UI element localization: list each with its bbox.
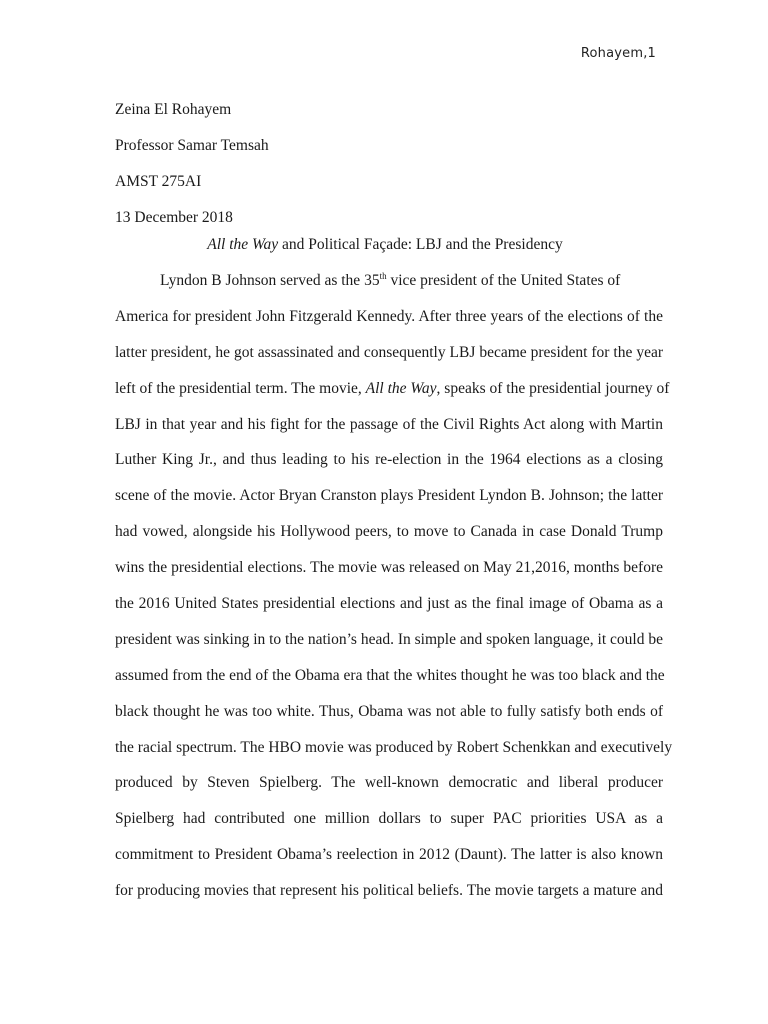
body-line: scene of the movie. Actor Bryan Cranston plays President Lyndon B. Johnson; the latter [115,487,663,505]
movie-title-italic: All the Way [365,379,437,397]
body-line: president was sinking in to the nation’s head. In simple and spoken language, it could be [115,630,663,648]
body-line: wins the presidential elections. The movie was released on May 21,2016, months before [115,559,663,577]
ordinal-superscript: th [379,271,387,281]
mla-header [115,92,655,236]
body-line: Luther King Jr., and thus leading to his re-election in the 1964 elections as a closing [115,451,663,469]
body-line-text: Lyndon B Johnson served as the 35 [160,272,380,289]
running-head: Rohayem,1 [580,46,656,61]
body-line: black thought he was too white. Thus, Obama was not able to fully satisfy both ends of [115,702,663,720]
essay-title-italic: All the Way [207,236,279,253]
body-line: latter president, he got assassinated and consequently LBJ became president for the year [115,343,663,361]
body-line-text: vice president of the United States of [386,272,621,289]
body-line: LBJ in that year and his fight for the passage of the Civil Rights Act along with Martin [115,415,663,433]
body-line [115,371,670,407]
body-line-text: , speaks of the presidential journey of [436,379,670,397]
body-line: America for president John Fitzgerald Kennedy. After three years of the elections of the [115,307,663,325]
body-line: produced by Steven Spielberg. The well-known democratic and liberal producer [115,774,663,792]
professor-name: Professor Samar Temsah [115,137,269,154]
body-line: commitment to President Obama’s reelection in 2012 (Daunt). The latter is also known [115,846,663,864]
body-line: for producing movies that represent his political beliefs. The movie targets a mature and [115,882,663,900]
body-line: assumed from the end of the Obama era that the whites thought he was too black and the [115,666,665,684]
author-name: Zeina El Rohayem [115,101,232,118]
body-line: Spielberg had contributed one million dollars to super PAC priorities USA as a [115,810,663,828]
essay-date: 13 December 2018 [115,209,233,226]
body-line: the racial spectrum. The HBO movie was produced by Robert Schenkkan and executively [115,738,673,756]
body-line-text: left of the presidential term. The movie, [115,379,366,397]
body-line [115,263,663,299]
essay-title-rest: and Political Façade: LBJ and the Presidency [278,236,563,253]
body-line: the 2016 United States presidential elections and just as the final image of Obama as a [115,595,663,613]
course-code: AMST 275AI [115,173,202,190]
essay-body [115,263,673,909]
essay-title [115,227,655,263]
body-line: had vowed, alongside his Hollywood peers, to move to Canada in case Donald Trump [115,523,663,541]
